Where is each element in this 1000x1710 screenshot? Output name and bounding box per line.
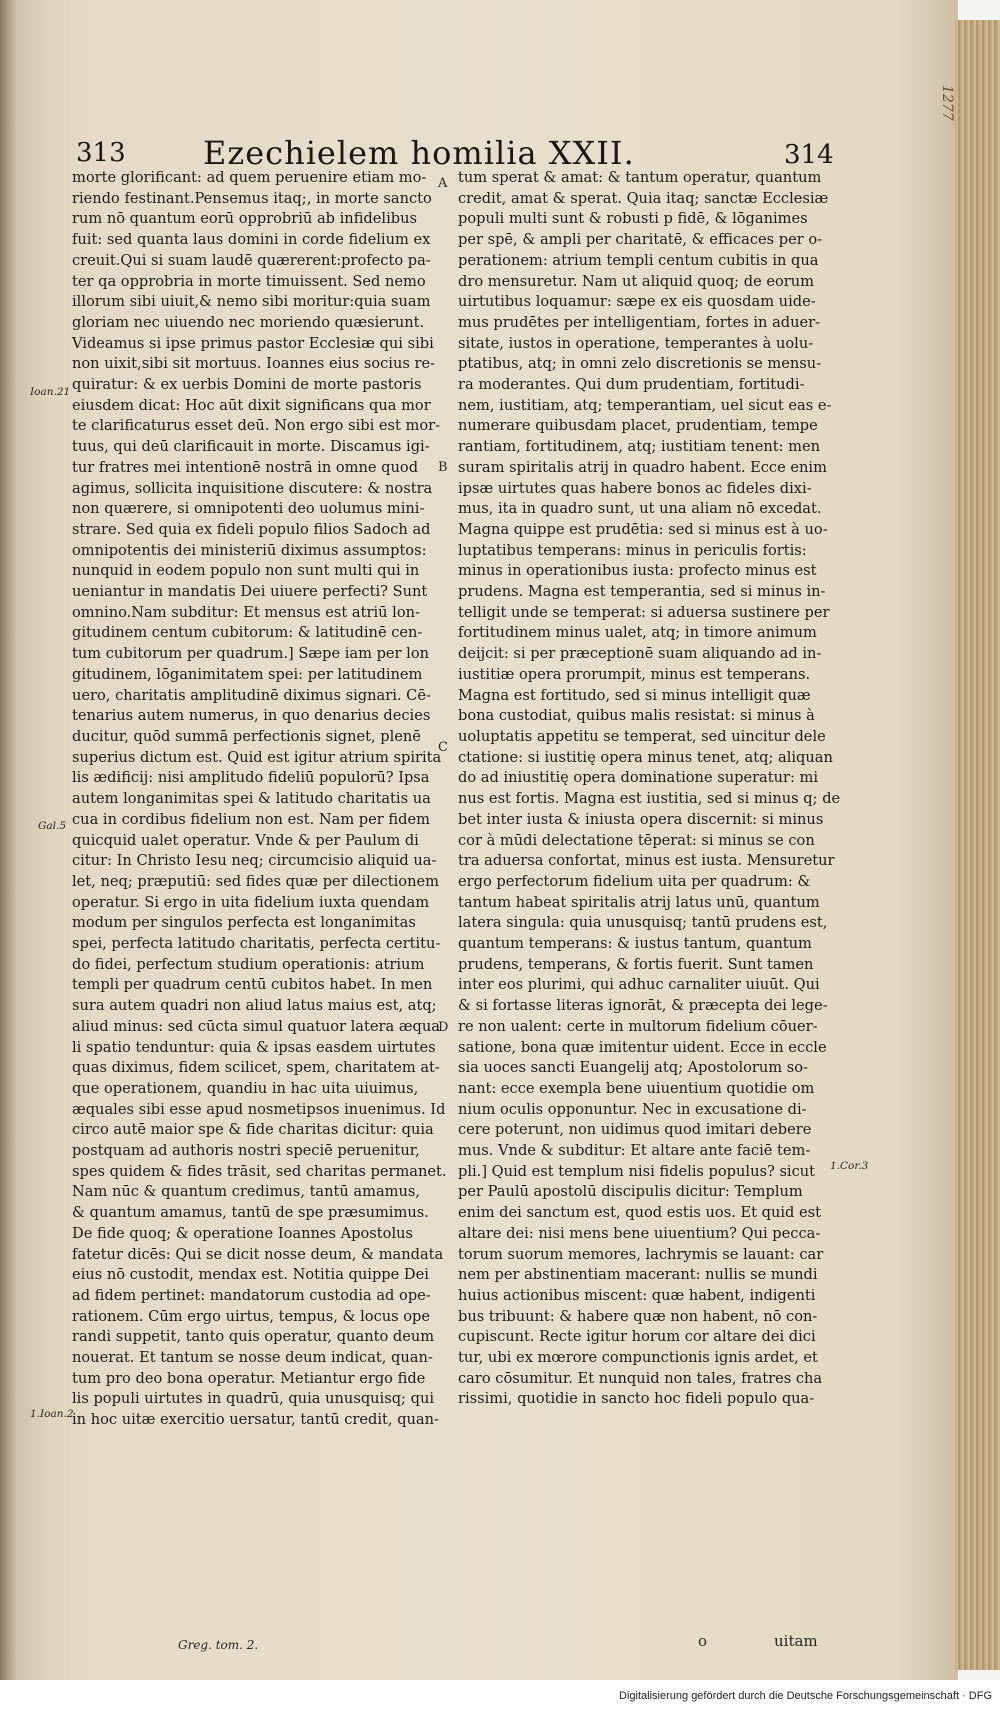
signature-mark: Greg. tom. 2. (178, 1638, 259, 1652)
book-page (18, 0, 958, 1680)
text-line: ra moderantes. Qui dum prudentiam, fortitudi- (458, 376, 805, 394)
text-line: huius actionibus miscent: quæ habent, indigenti (458, 1286, 816, 1304)
text-line: eius nō custodit, mendax est. Notitia quippe Dei (72, 1266, 429, 1284)
text-line: fuit: sed quanta laus domini in corde fidelium ex (72, 231, 431, 249)
text-line: nant: ecce exempla bene uiuentium quotidie om (458, 1079, 815, 1097)
text-line: creuit.Qui si suam laudē quærerent:profecto pa- (72, 251, 431, 269)
text-line: autem longanimitas spei & latitudo charitatis ua (72, 790, 431, 808)
text-line: aliud minus: sed cūcta simul quatuor latera æqua (72, 1017, 440, 1035)
margin-note-1cor3: 1.Cor.3 (830, 1160, 869, 1172)
text-line: tur fratres mei intentionē nostrā in omne quod (72, 458, 419, 476)
text-line: per Paulū apostolū discipulis dicitur: Templum (458, 1183, 803, 1201)
text-line: agimus, sollicita inquisitione discutere: & nostra (72, 479, 433, 497)
margin-note-gal5: Gal.5 (38, 820, 67, 832)
text-line: nium oculis opponuntur. Nec in excusatione di- (458, 1100, 807, 1118)
text-line: ter qa opprobria in morte timuissent. Sed nemo (72, 272, 426, 290)
margin-letter-a: A (438, 176, 448, 191)
text-line: randi suppetit, tanto quis operatur, quanto deum (72, 1328, 435, 1346)
text-line: tur, ubi ex mœrore compunctionis ignis ardet, et (458, 1349, 818, 1367)
text-line: cua in cordibus fidelium non est. Nam per fidem (72, 810, 430, 828)
text-line: rum nō quantum eorū opprobriū ab infidelibus (72, 210, 417, 228)
text-line: tuus, qui deū clarificauit in morte. Discamus igi- (72, 438, 430, 456)
margin-letter-d: D (438, 1020, 449, 1035)
margin-letter-c: C (438, 740, 448, 755)
text-line: nouerat. Et tantum se nosse deum indicat, quan- (72, 1349, 433, 1367)
text-line: gitudinem centum cubitorum: & latitudinē cen- (72, 624, 423, 642)
text-line: enim dei sanctum est, quod estis uos. Et quid est (458, 1204, 822, 1222)
text-line: quiratur: & ex uerbis Domini de morte pastoris (72, 376, 422, 394)
page-fore-edge (955, 20, 1000, 1670)
text-line: mus prudētes per intelligentiam, fortes in aduer- (458, 313, 821, 331)
text-line: nunquid in eodem populo non sunt multi qui in (72, 562, 420, 580)
right-page-number: 314 (784, 140, 834, 170)
text-line: illorum sibi uiuit,& nemo sibi moritur:quia suam (72, 293, 431, 311)
text-line: Magna est fortitudo, sed si minus intelligit quæ (458, 686, 811, 704)
text-line: torum suorum memores, lachrymis se lauant: car (458, 1245, 824, 1263)
text-line: cere poterunt, non uidimus quod imitari debere (458, 1121, 812, 1139)
text-line: Magna quippe est prudētia: sed si minus est à uo- (458, 520, 828, 538)
text-line: bus tribuunt: & habere quæ non habent, nō con- (458, 1307, 818, 1325)
text-line: re non ualent: certe in multorum fidelium cōuer- (458, 1017, 818, 1035)
text-line: iustitiæ opera prorumpit, minus est temperans. (458, 665, 811, 683)
text-line: quas diximus, fidem scilicet, spem, charitatem at- (72, 1059, 440, 1077)
text-line: rationem. Cūm ergo uirtus, tempus, & locus ope (72, 1307, 431, 1325)
text-line: fortitudinem minus ualet, atq; in timore animum (458, 624, 817, 642)
text-line: cupiscunt. Recte igitur horum cor altare dei dici (458, 1328, 816, 1346)
text-line: ueniantur in mandatis Dei uiuere perfecti? Sunt (72, 583, 428, 601)
text-line: superius dictum est. Quid est igitur atrium spirita (72, 748, 442, 766)
text-line: li spatio tenduntur: quia & ipsas easdem uirtutes (72, 1038, 436, 1056)
text-line: sura autem quadri non aliud latus maius est, atq; (72, 997, 437, 1015)
footer-credit: Digitalisierung gefördert durch die Deutsche Forschungsgemeinschaft · DFG (619, 1690, 992, 1702)
text-line: populi multi sunt & robusti p fidē, & lōganimes (458, 210, 808, 228)
text-line: in hoc uitæ exercitio uersatur, tantū credit, quan- (72, 1411, 439, 1429)
margin-note-1ioan2: 1.Ioan.2 (30, 1408, 74, 1420)
catchword: uitam (774, 1632, 818, 1650)
text-line: ptatibus, atq; in omni zelo discretionis se mensu- (458, 355, 822, 373)
text-line: te clarificaturus esset deū. Non ergo sibi est mor- (72, 417, 441, 435)
text-line: ctatione: si iustitię opera minus tenet, atq; aliquan (458, 748, 833, 766)
running-title: Ezechielem homilia XXII. (203, 134, 635, 172)
text-line: tantum habeat spiritalis atrij latus unū, quantum (458, 893, 820, 911)
text-line: & si fortasse literas ignorāt, & præcepta dei lege- (458, 997, 828, 1015)
text-line: riendo festinant.Pensemus itaq;, in morte sancto (72, 189, 432, 207)
text-line: uirtutibus loquamur: sæpe ex eis quosdam uide- (458, 293, 816, 311)
text-line: non quærere, si omnipotenti deo uolumus mini- (72, 500, 425, 518)
text-line: latera singula: quia unusquisq; tantū prudens est, (458, 914, 828, 932)
text-line: deijcit: si per præceptionē suam aliquando ad in- (458, 645, 822, 663)
text-line: nem per abstinentiam macerant: nullis se mundi (458, 1266, 818, 1284)
text-line: De fide quoq; & operatione Ioannes Apostolus (72, 1224, 413, 1242)
text-line: telligit unde se temperat: si aduersa sustinere per (458, 603, 830, 621)
text-line: ducitur, quōd summā perfectionis signet, plenē (72, 727, 421, 745)
text-line: bet inter iusta & iniusta opera discernit: si minus (458, 810, 824, 828)
text-line: nem, iustitiam, atq; temperantiam, uel sicut eas e- (458, 396, 832, 414)
text-line: dro mensuretur. Nam ut aliquid quoq; de eorum (458, 272, 814, 290)
text-line: numerare quibusdam placet, prudentiam, tempe (458, 417, 818, 435)
text-line: spei, perfecta latitudo charitatis, perfecta certitu- (72, 935, 441, 953)
text-line: cor à mūdi delectatione tēperat: si minus se con (458, 831, 815, 849)
text-line: tum cubitorum per quadrum.] Sæpe iam per lon (72, 645, 430, 663)
text-line: modum per singulos perfecta est longanimitas (72, 914, 416, 932)
text-line: circo autē maior spe & fide charitas dicitur: quia (72, 1121, 434, 1139)
text-line: tra aduersa confortat, minus est iusta. Mensuretur (458, 852, 835, 870)
left-page-number: 313 (76, 138, 126, 168)
text-line: lis populi uirtutes in quadrū, quia unusquisq; qui (72, 1390, 435, 1408)
text-line: perationem: atrium templi centum cubitis in qua (458, 251, 819, 269)
left-page-edge (0, 0, 18, 1680)
text-line: do ad iniustitię opera dominatione superatur: mi (458, 769, 819, 787)
text-line: omnipotentis dei ministeriū diximus assumptos: (72, 541, 427, 559)
text-line: tum pro deo bona operatur. Metiantur ergo fide (72, 1369, 426, 1387)
text-line: uero, charitatis amplitudinē diximus signari. Cē- (72, 686, 431, 704)
text-line: caro cōsumitur. Et nunquid non tales, fratres cha (458, 1369, 823, 1387)
margin-note-ioan21: Ioan.21 (30, 386, 71, 398)
handwritten-annotation: 1277 (939, 85, 955, 121)
text-line: eiusdem dicat: Hoc aūt dixit significans qua mor (72, 396, 431, 414)
text-line: pli.] Quid est templum nisi fidelis populus? sicut (458, 1162, 816, 1180)
text-line: lis ædificij: nisi amplitudo fideliū populorū? Ipsa (72, 769, 430, 787)
right-text-column (458, 168, 848, 1410)
text-line: operatur. Si ergo in uita fidelium iuxta quendam (72, 893, 430, 911)
text-line: que operationem, quandiu in hac uita uiuimus, (72, 1079, 419, 1097)
text-line: mus. Vnde & subditur: Et altare ante faciē tem- (458, 1142, 811, 1160)
text-line: per spē, & ampli per charitatē, & efficaces per o- (458, 231, 823, 249)
text-line: altare dei: nisi mens bene uiuentium? Qui pecca- (458, 1224, 821, 1242)
text-line: tum sperat & amat: & tantum operatur, quantum (458, 169, 822, 186)
catchword-mark: o (698, 1632, 708, 1650)
text-line: prudens, temperans, & fortis fuerit. Sunt tamen (458, 955, 814, 973)
text-line: quicquid ualet operatur. Vnde & per Paulum di (72, 831, 419, 849)
text-line: nus est fortis. Magna est iustitia, sed si minus q; de (458, 790, 841, 808)
text-line: ergo perfectorum fidelium uita per quadrum: & (458, 872, 811, 890)
text-line: quantum temperans: & iustus tantum, quantum (458, 935, 812, 953)
text-line: spes quidem & fides trāsit, sed charitas permanet. (72, 1162, 447, 1180)
text-line: luptatibus temperans: minus in periculis fortis: (458, 541, 807, 559)
text-line: strare. Sed quia ex fideli populo filios Sadoch ad (72, 520, 431, 538)
text-line: æquales sibi esse apud nosmetipsos inuenimus. Id (72, 1100, 446, 1118)
text-line: omnino.Nam subditur: Et mensus est atriū lon- (72, 603, 420, 621)
margin-letter-b: B (438, 460, 448, 475)
text-line: gitudinem, lōganimitatem spei: per latitudinem (72, 665, 423, 683)
text-line: non uixit,sibi sit mortuus. Ioannes eius socius re- (72, 355, 436, 373)
text-line: fatetur dicēs: Qui se dicit nosse deum, & mandata (72, 1245, 444, 1263)
text-line: morte glorificant: ad quem peruenire etiam mo- (72, 169, 427, 186)
text-line: credit, amat & sperat. Quia itaq; sanctæ Ecclesiæ (458, 189, 829, 207)
text-line: citur: In Christo Iesu neq; circumcisio aliquid ua- (72, 852, 437, 870)
left-text-column (72, 168, 447, 1431)
text-line: rantiam, fortitudinem, atq; iustitiam tenent: men (458, 438, 821, 456)
text-line: tenarius autem numerus, in quo denarius decies (72, 707, 431, 725)
text-line: mus, ita in quadro sunt, ut una aliam nō excedat. (458, 500, 822, 518)
text-line: rissimi, quotidie in sancto hoc fideli populo qua- (458, 1390, 815, 1408)
text-line: sia uoces sancti Euangelij atq; Apostolorum so- (458, 1059, 808, 1077)
text-line: let, neq; præputiū: sed fides quæ per dilectionem (72, 872, 439, 890)
text-line: ad fidem pertinet: mandatorum custodia ad ope- (72, 1286, 431, 1304)
text-line: templi per quadrum centū cubitos habet. In men (72, 976, 433, 994)
text-line: suram spiritalis atrij in quadro habent. Ecce enim (458, 458, 827, 476)
text-line: & quantum amamus, tantū de spe præsumimus. (72, 1204, 429, 1222)
text-line: postquam ad authoris nostri speciē peruenitur, (72, 1142, 420, 1160)
text-line: prudens. Magna est temperantia, sed si minus in- (458, 583, 826, 601)
text-line: Nam nūc & quantum credimus, tantū amamus, (72, 1183, 421, 1201)
text-line: minus in operationibus iusta: profecto minus est (458, 562, 817, 580)
text-line: ipsæ uirtutes quas habere bonos ac fideles dixi- (458, 479, 812, 497)
text-line: uoluptatis appetitu se temperat, sed uincitur dele (458, 727, 826, 745)
text-line: sitate, iustos in operatione, temperantes à uolu- (458, 334, 814, 352)
text-line: Videamus si ipse primus pastor Ecclesiæ qui sibi (72, 334, 434, 352)
text-line: do fidei, perfectum studium operationis: atrium (72, 955, 425, 973)
text-line: inter eos plurimi, qui adhuc carnaliter uiuūt. Qui (458, 976, 820, 994)
text-line: satione, bona quæ imitentur uident. Ecce in eccle (458, 1038, 827, 1056)
text-line: gloriam nec uiuendo nec moriendo quæsierunt. (72, 313, 425, 331)
text-line: bona custodiat, quibus malis resistat: si minus à (458, 707, 815, 725)
